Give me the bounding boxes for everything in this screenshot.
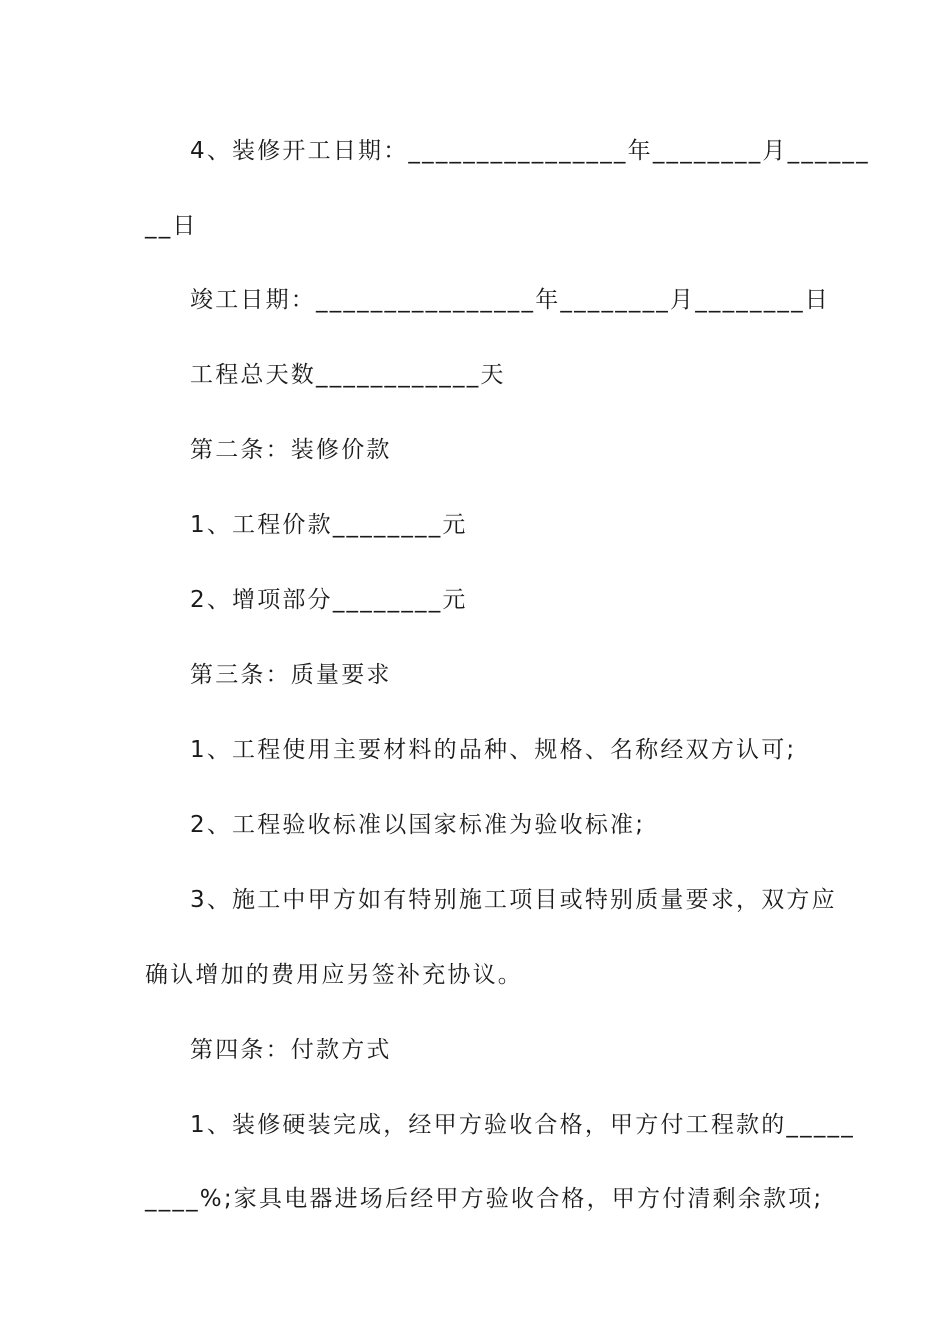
total-days-line: 工程总天数____________天 — [190, 362, 506, 388]
start-date-line: 4、装修开工日期：________________年________月______ — [190, 138, 870, 164]
project-price-line: 1、工程价款________元 — [190, 512, 468, 538]
quality-item-3: 3、施工中甲方如有特别施工项目或特别质量要求，双方应 — [190, 887, 837, 913]
payment-item-1-continued: ____%;家具电器进场后经甲方验收合格，甲方付清剩余款项; — [145, 1186, 824, 1212]
start-date-line-continued: __日 — [145, 213, 198, 239]
article-three-heading: 第三条：质量要求 — [190, 662, 392, 688]
quality-item-2: 2、工程验收标准以国家标准为验收标准; — [190, 812, 646, 838]
completion-date-line: 竣工日期：________________年________月________日 — [190, 287, 830, 313]
article-four-heading: 第四条：付款方式 — [190, 1037, 392, 1063]
article-two-heading: 第二条：装修价款 — [190, 437, 392, 463]
quality-item-1: 1、工程使用主要材料的品种、规格、名称经双方认可; — [190, 737, 797, 763]
quality-item-3-continued: 确认增加的费用应另签补充协议。 — [145, 962, 523, 988]
additional-items-line: 2、增项部分________元 — [190, 587, 468, 613]
payment-item-1: 1、装修硬装完成，经甲方验收合格，甲方付工程款的_____ — [190, 1112, 855, 1138]
